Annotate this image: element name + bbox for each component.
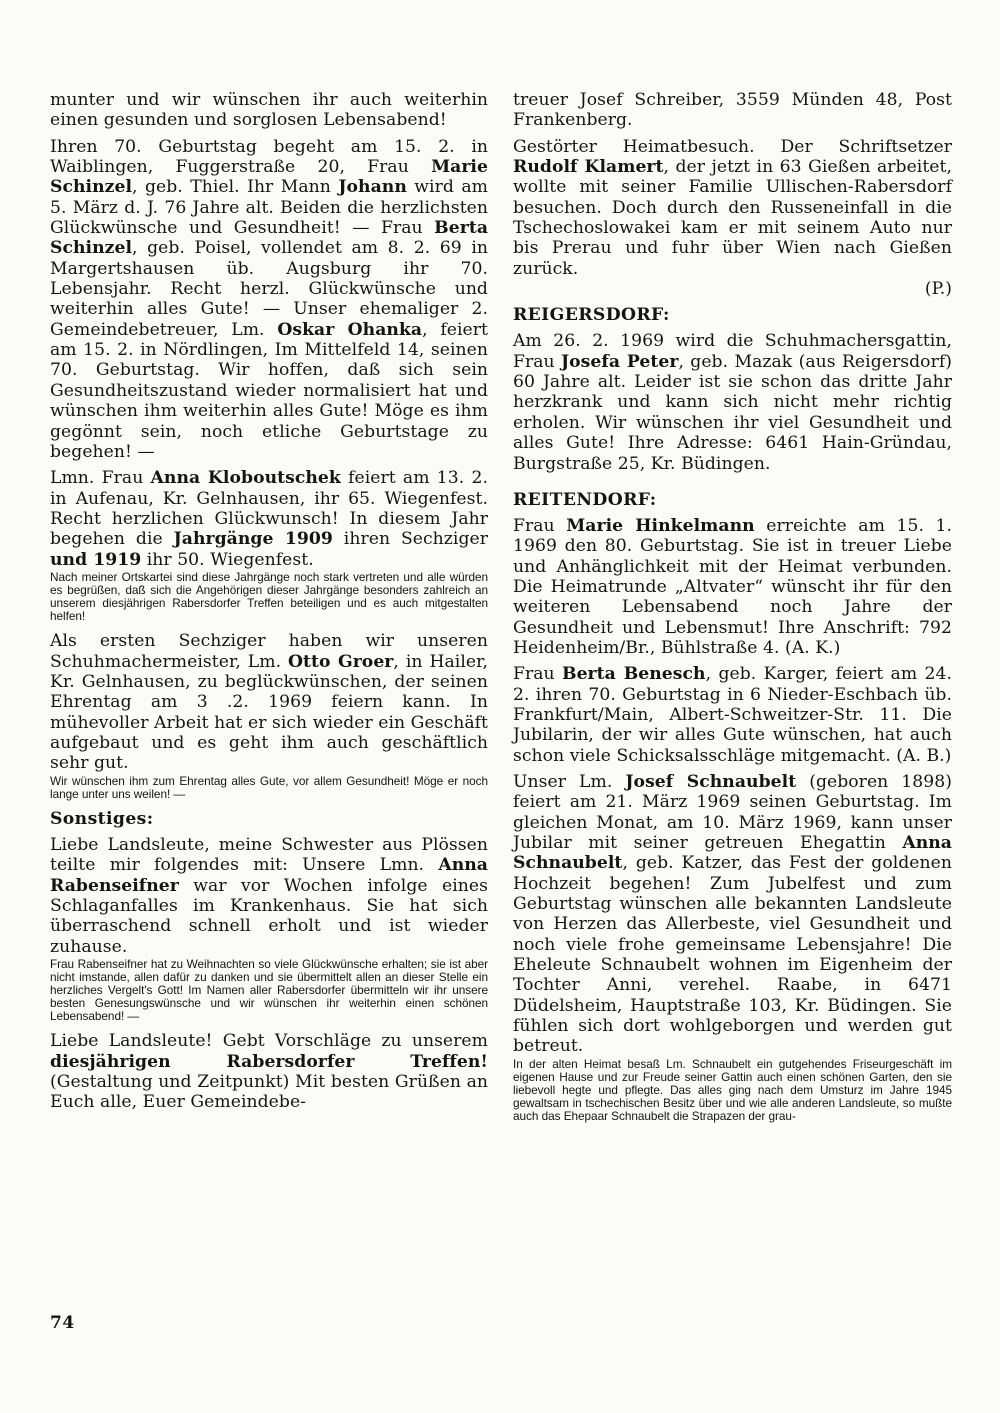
page-number: 74 <box>50 1313 75 1333</box>
right-column <box>513 90 952 1131</box>
small-print-note: Frau Rabenseifner hat zu Weihnachten so viele Glückwünsche erhalten; sie ist aber nicht imstande, allen dafür zu danken und sie übermittelt allen an dieser Stelle ein herzliches Vergelt's Gott! Im Namen aller Rabersdorfer übermitteln wir ihr unsere besten Genesungswünsche und wir wünschen ihr weiterhin einen schönen Lebensabend! — <box>50 956 488 1024</box>
paragraph: Unser Lm. Josef Schnaubelt (geboren 1898) feiert am 21. März 1969 seinen Geburtstag. Im gleichen Monat, am 10. März 1969, kann unser Jubilar mit seiner getreuen Ehegattin Anna Schnaubelt, geb. Katzer, das Fest der goldenen Hochzeit begehen! Zum Jubelfest und zum Geburtstag wünschen alle bekannten Landsleute von Herzen das Allerbeste, viel Gesundheit und noch viele frohe gemeinsame Lebensjahre! Die Eheleute Schnaubelt wohnen im Eigenheim der Tochter Anni, verehel. Raabe, in 6471 Düdelsheim, Hauptstraße 103, Kr. Büdingen. Sie fühlen sich dort wohlgeborgen und werden gut betreut. <box>513 771 952 1057</box>
paragraph: Lmn. Frau Anna Kloboutschek feiert am 13. 2. in Aufenau, Kr. Gelnhausen, ihr 65. Wiegenfest. Recht herzlichen Glückwunsch! In diesem Jahr begehen die Jahrgänge 1909 ihren Sechziger und 1919 ihr 50. Wiegenfest. <box>50 468 488 570</box>
paragraph: Gestörter Heimatbesuch. Der Schriftsetzer Rudolf Klamert, der jetzt in 63 Gießen arbeitet, wollte mit seiner Familie Ullischen-Rabersdorf besuchen. Doch durch den Russeneinfall in die Tschechoslowakei kam er mit seinem Auto nur bis Prerau und fuhr über Wien nach Gießen zurück. <box>513 136 952 279</box>
paragraph: Frau Marie Hinkelmann erreichte am 15. 1. 1969 den 80. Geburtstag. Sie ist in treuer Liebe und Anhänglichkeit mit der Heimat verbunden. Die Heimatrunde „Altvater“ wünscht ihr für den weiteren Lebensabend noch Jahre der Gesundheit und Lebensmut! Ihre Anschrift: 792 Heidenheim/Br., Bühlstraße 4. (A. K.) <box>513 515 953 658</box>
signature-initials: (P.) <box>924 279 952 300</box>
paragraph: Frau Berta Benesch, geb. Karger, feiert am 24. 2. ihren 70. Geburtstag in 6 Nieder-Eschbach üb. Frankfurt/Main, Albert-Schweitzer-Str. 11. Die Jubilarin, der wir alles Gute wünschen, hat auch schon viele Schicksalsschläge mitgemacht. (A. B.) <box>513 664 953 766</box>
section-heading-reigersdorf: REIGERSDORF: <box>513 305 670 326</box>
paragraph: munter und wir wünschen ihr auch weiterhin einen gesunden und sorglosen Lebensabend! <box>50 90 488 131</box>
paragraph: Ihren 70. Geburtstag begeht am 15. 2. in Waiblingen, Fuggerstraße 20, Frau Marie Schinzel, geb. Thiel. Ihr Mann Johann wird am 5. März d. J. 76 Jahre alt. Beiden die herzlichsten Glückwünsche und Gesundheit! — Frau Berta Schinzel, geb. Poisel, vollendet am 8. 2. 69 in Margertshausen üb. Augsburg ihr 70. Lebensjahr. Recht herzl. Glückwünsche und weiterhin alles Gute! — Unser ehemaliger 2. Gemeindebetreuer, Lm. Oskar Ohanka, feiert am 15. 2. in Nördlingen, Im Mittelfeld 14, seinen 70. Geburtstag. Wir hoffen, daß sich sein Gesundheitszustand wieder normalisiert hat und wünschen ihm weiterhin alles Gute! Möge es ihm gegönnt sein, noch etliche Geburtstage zu begehen! — <box>50 136 489 462</box>
paragraph: treuer Josef Schreiber, 3559 Münden 48, Post Frankenberg. <box>513 90 952 131</box>
section-heading-reitendorf: REITENDORF: <box>513 489 657 510</box>
small-print-note: Wir wünschen ihm zum Ehrentag alles Gute, vor allem Gesundheit! Möge er noch lange unter uns weilen! — <box>50 773 488 801</box>
paragraph: Liebe Landsleute! Gebt Vorschläge zu unserem diesjährigen Rabersdorfer Treffen! (Gestaltung und Zeitpunkt) Mit besten Grüßen an Euch alle, Euer Gemeindebe- <box>50 1031 488 1113</box>
paragraph: Als ersten Sechziger haben wir unseren Schuhmachermeister, Lm. Otto Groer, in Hailer, Kr. Gelnhausen, zu beglückwünschen, der seinen Ehrentag am 3 .2. 1969 feiern kann. In mühevoller Arbeit hat er sich wieder ein Geschäft aufgebaut und es geht ihm auch geschäftlich sehr gut. <box>50 631 489 774</box>
section-heading: Sonstiges: <box>50 808 154 829</box>
paragraph: Am 26. 2. 1969 wird die Schuhmachersgattin, Frau Josefa Peter, geb. Mazak (aus Reigersdorf) 60 Jahre alt. Leider ist sie schon das dritte Jahr herzkrank und kann sich nicht mehr richtig erholen. Wir wünschen ihr viel Gesundheit und alles Gute! Ihre Adresse: 6461 Hain-Gründau, Burgstraße 25, Kr. Büdingen. <box>513 331 952 474</box>
small-print-note: In der alten Heimat besaß Lm. Schnaubelt ein gutgehendes Friseurgeschäft im eigenen Hause und zur Freude seiner Gattin auch einen schönen Garten, den sie liebevoll hegte und pflegte. Das alles ging nach dem Umsturz im Jahre 1945 gewaltsam in tschechischen Besitz über und wie alle anderen Landsleute, so mußte auch das Ehepaar Schnaubelt die Strapazen der grau- <box>513 1056 952 1124</box>
paragraph: Liebe Landsleute, meine Schwester aus Plössen teilte mir folgendes mit: Unsere Lmn. Anna Rabenseifner war vor Wochen infolge eines Schlaganfalles im Krankenhaus. Sie hat sich überraschend schnell erholt und ist wieder zuhause. <box>50 834 488 957</box>
small-print-note: Nach meiner Ortskartei sind diese Jahrgänge noch stark vertreten und alle würden es begrüßen, daß sich die Angehörigen dieser Jahrgänge besonders zahlreich an unserem diesjährigen Rabersdorfer Treffen beteiligen und es auch mitgestalten helfen! <box>50 569 488 624</box>
left-column <box>50 90 488 1116</box>
